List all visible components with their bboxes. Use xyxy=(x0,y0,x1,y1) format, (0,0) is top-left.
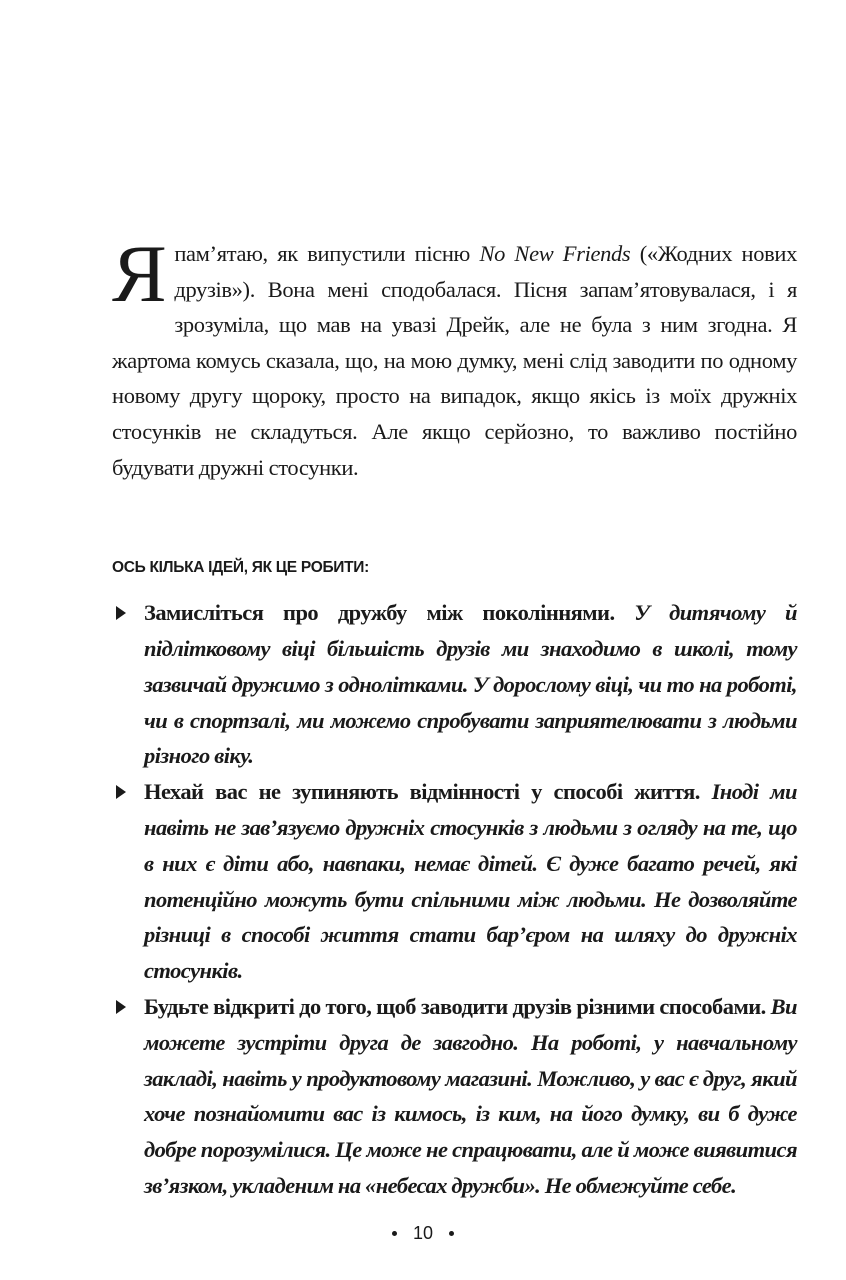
tip-item xyxy=(112,989,797,1204)
bullet-dot-icon xyxy=(449,1231,454,1236)
tip-body: Ви можете зустріти друга де завгодно. На роботі, у навчальному закладі, навіть у продуктовому магазині. Можливо, у вас є друг, який хоче познайомити вас із кимось, із ким, на його думку, ви б дуже добре порозумілися. Це може не спрацювати, але й може виявитися зв’язком, укладеним на «небесах дружби». Не обмежуйте себе. xyxy=(144,993,797,1198)
triangle-bullet-icon xyxy=(116,606,126,620)
triangle-bullet-icon xyxy=(116,785,126,799)
tip-body: У дитячому й підлітковому віці більшість друзів ми знаходимо в школі, тому зазвичай дружимо з однолітками. У дорослому віці, чи то на роботі, чи в спортзалі, ми можемо спробувати заприятелювати з людьми різного віку. xyxy=(144,600,797,769)
tip-lead: Нехай вас не зупиняють відмінності у способі життя. xyxy=(144,779,700,805)
song-title: No New Friends xyxy=(479,241,631,266)
page-number: 10 xyxy=(412,1223,434,1243)
intro-text-start: пам’ятаю, як випустили пісню xyxy=(174,241,480,266)
page-content xyxy=(112,228,797,1204)
tip-lead: Замисліться про дружбу між поколіннями. xyxy=(144,600,615,626)
intro-paragraph xyxy=(112,228,797,485)
tips-list xyxy=(112,595,797,1204)
drop-cap: Я xyxy=(112,228,167,319)
page-footer xyxy=(0,1223,846,1244)
tip-item xyxy=(112,595,797,774)
intro-text-rest: («Жодних нових друзів»). Вона мені сподобалася. Пісня запам’ятовувалася, і я зрозуміла, що мав на увазі Дрейк, але не була з ним згодна. Я жартома комусь сказала, що, на мою думку, мені слід заводити по одному новому другу щороку, просто на випадок, якщо якісь із моїх дружніх стосунків не складуться. Але якщо серйозно, то важливо постійно будувати дружні стосунки. xyxy=(112,241,797,480)
section-subheading: ОСЬ КІЛЬКА ІДЕЙ, ЯК ЦЕ РОБИТИ: xyxy=(112,559,369,577)
bullet-dot-icon xyxy=(392,1231,397,1236)
tip-body: Іноді ми навіть не зав’язуємо дружніх стосунків з людьми з огляду на те, що в них є діти або, навпаки, немає дітей. Є дуже багато речей, які потенційно можуть бути спільними між людьми. Не дозволяйте різниці в способі життя стати бар’єром на шляху до дружніх стосунків. xyxy=(144,779,797,984)
tip-item xyxy=(112,774,797,989)
tip-lead: Будьте відкриті до того, щоб заводити друзів різними способами. xyxy=(144,993,766,1019)
triangle-bullet-icon xyxy=(116,1000,126,1014)
